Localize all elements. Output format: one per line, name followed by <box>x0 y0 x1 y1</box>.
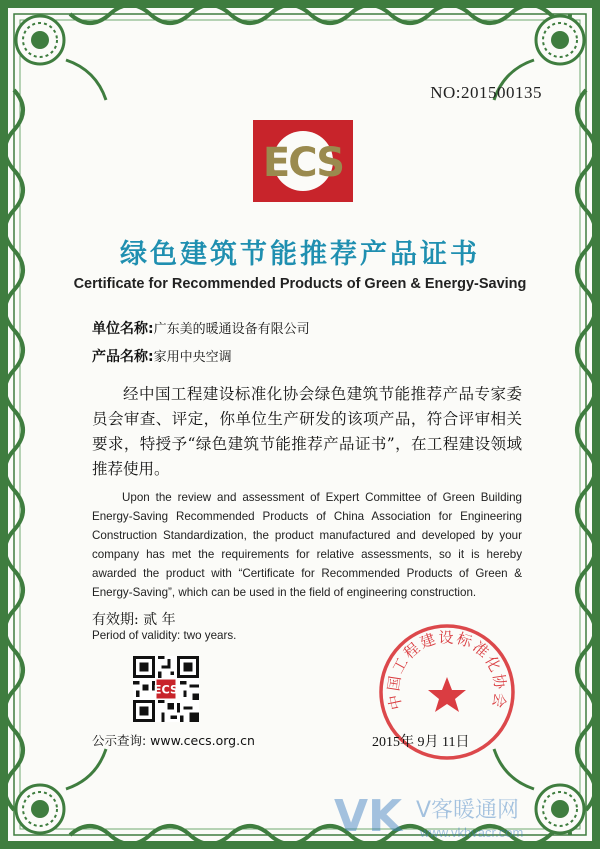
certificate-title-cn: 绿色建筑节能推荐产品证书 <box>120 239 480 270</box>
certificate-body-en: Upon the review and assessment of Expert Committee of Green Building Energy-Saving Recommended Products of China Association for Engineering Construction Standardization, the product manufactured and developed by your company has met the requirements for relative assessments, so it is hereby awarded the product with “Certificate for Recommended Products of Green & Energy-Saving”, which can be used in the field of engineering construction. <box>92 491 522 599</box>
validity-en: Period of validity: two years. <box>92 629 237 642</box>
public-query-link[interactable]: 公示查询: www.cecs.org.cn <box>92 733 255 748</box>
vk-watermark-logo <box>330 787 590 843</box>
svg-text:ECS: ECS <box>153 683 179 697</box>
product-name-value: 家用中央空调 <box>153 350 232 365</box>
svg-text:ECS: ECS <box>262 140 344 186</box>
company-name-value: 广东美的暖通设备有限公司 <box>153 322 310 337</box>
svg-text:中国工程建设标准化协会: 中国工程建设标准化协会 <box>384 628 510 712</box>
certificate-body-cn: 经中国工程建设标准化协会绿色建筑节能推荐产品专家委员会审查、评定，你单位生产研发的该项产品，符合评审相关要求，特授予“绿色建筑节能推荐产品证书”，在工程建设领域推荐使用。 <box>92 385 522 478</box>
certificate-title-en: Certificate for Recommended Products of Green & Energy-Saving <box>73 276 527 292</box>
validity-cn: 有效期: 贰 年 <box>92 612 176 628</box>
company-name-field <box>92 318 310 338</box>
svg-text:V客暖通网: V客暖通网 <box>416 798 520 823</box>
company-name-label: 单位名称: <box>92 321 154 337</box>
issue-date: 2015年 9月 11日 <box>372 735 470 750</box>
certificate-number: NO:201500135 <box>430 83 542 102</box>
ecs-logo-icon <box>247 118 359 204</box>
product-name-label: 产品名称: <box>92 349 154 365</box>
svg-text:www.vkhvacr.com: www.vkhvacr.com <box>420 825 524 840</box>
svg-text:VK: VK <box>334 791 403 842</box>
qr-code-icon[interactable] <box>133 656 199 722</box>
product-name-field <box>92 346 232 366</box>
